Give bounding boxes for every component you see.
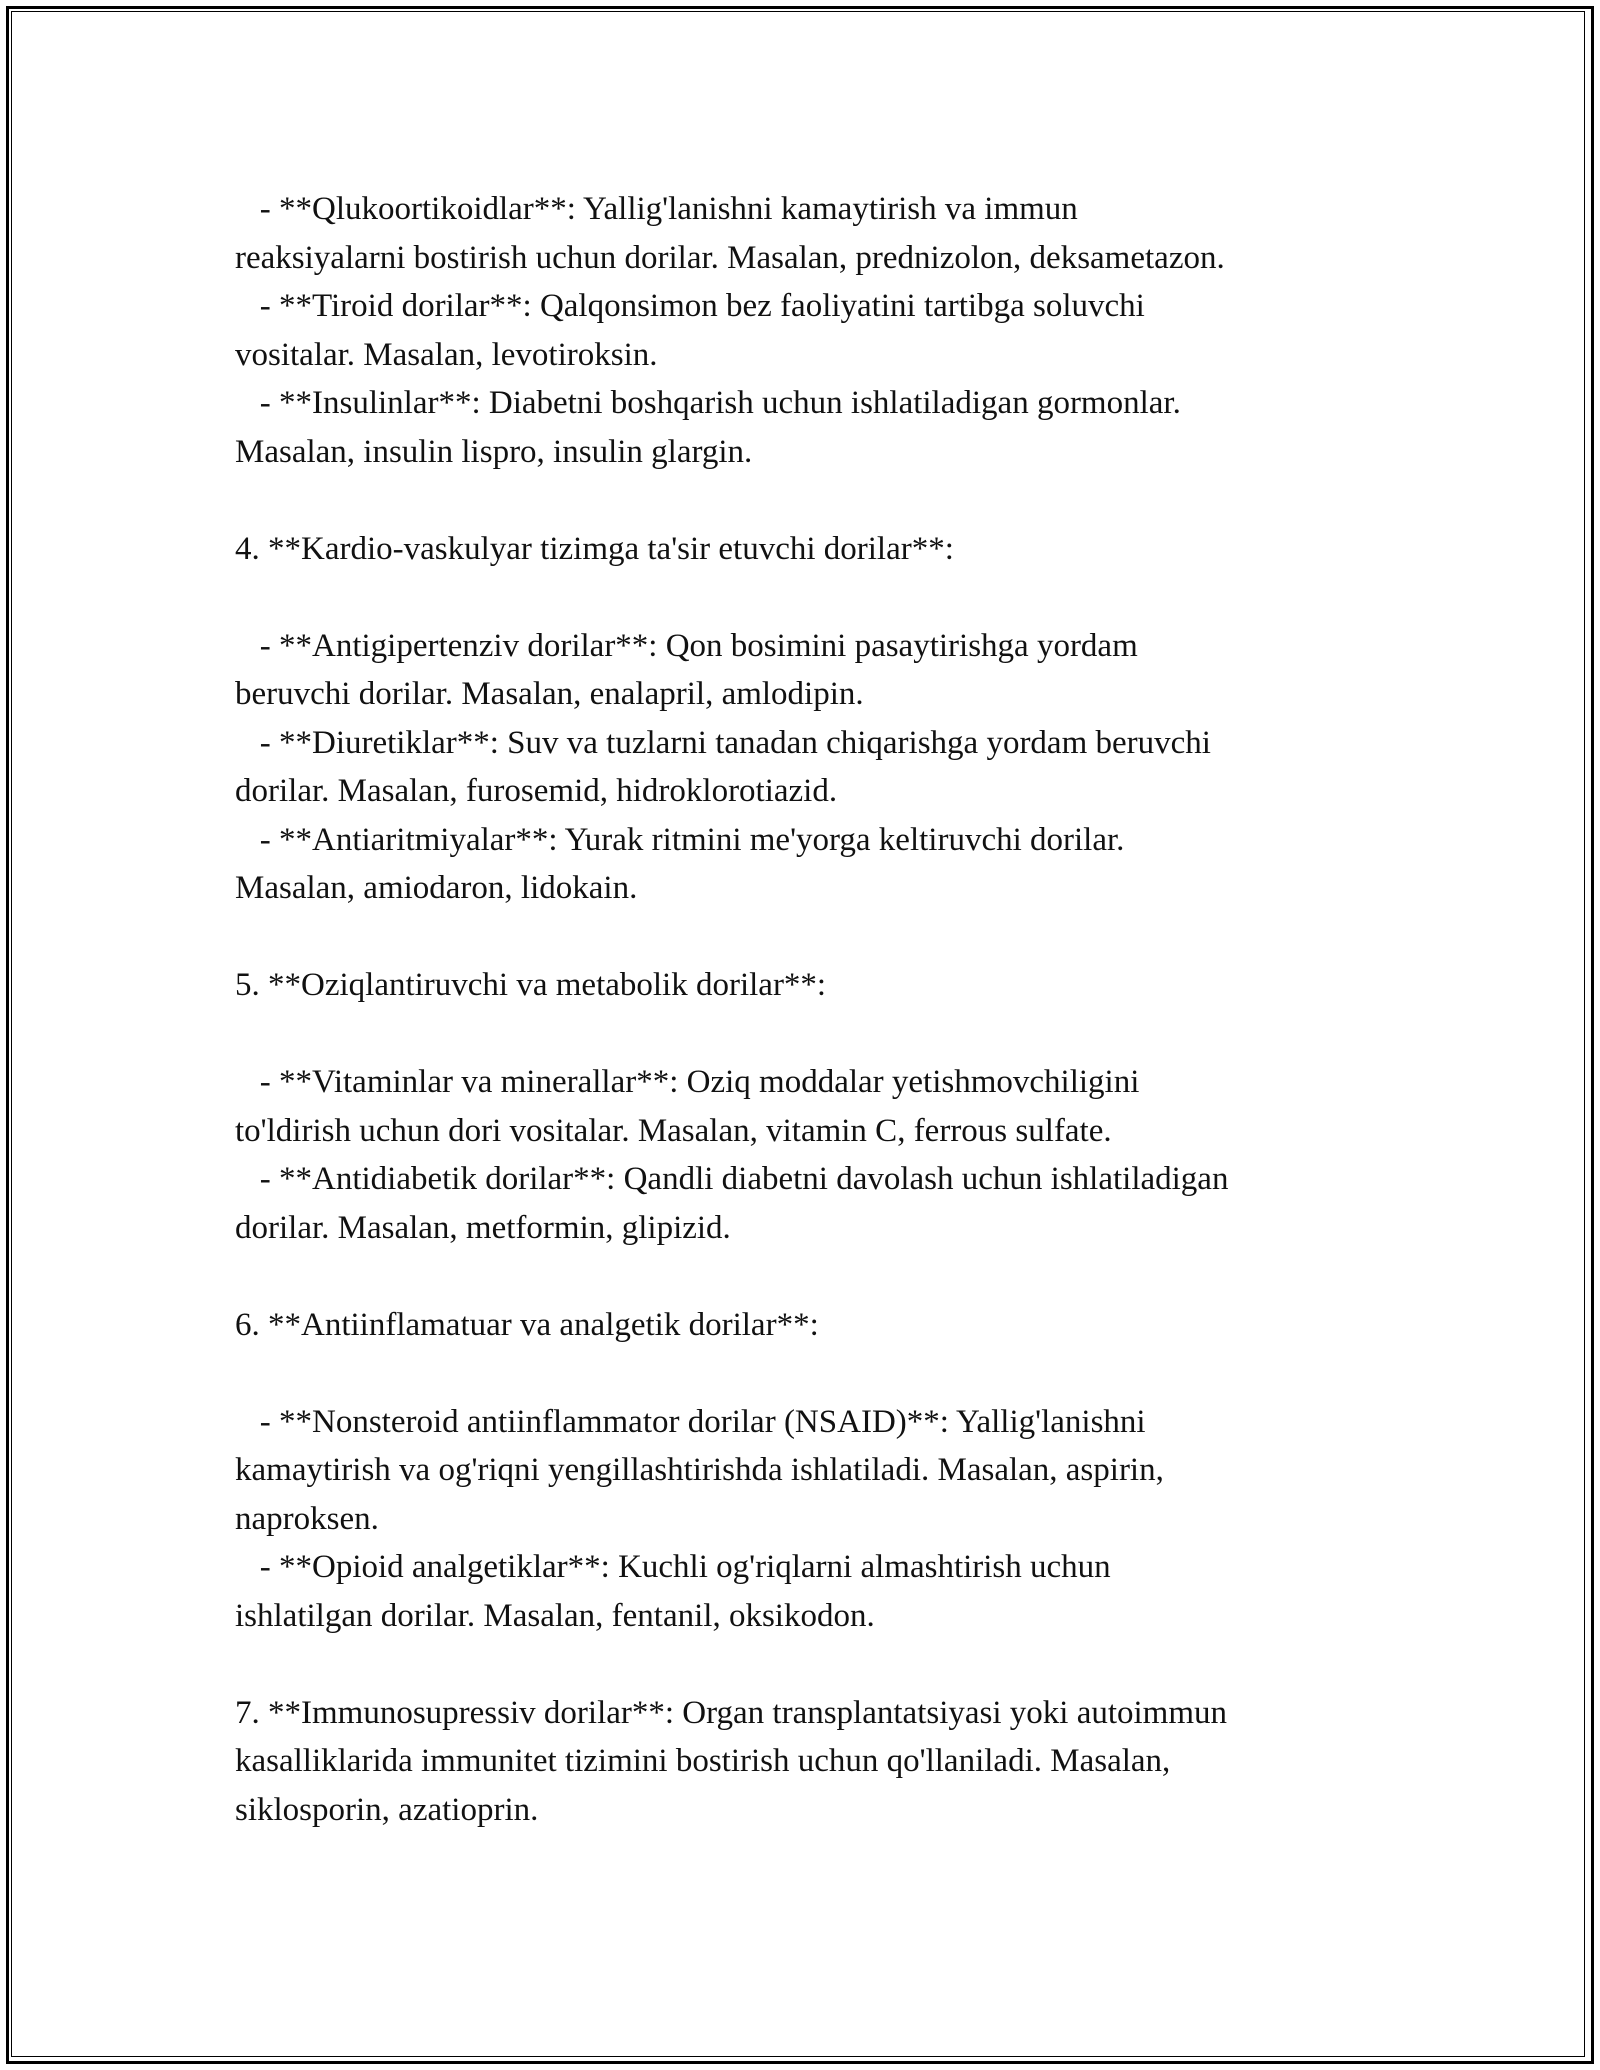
text-line: Masalan, insulin lispro, insulin glargin. xyxy=(235,433,753,470)
text-line: kasalliklarida immunitet tizimini bostirish uchun qo'llaniladi. Masalan, xyxy=(235,1743,1171,1779)
blank-line xyxy=(235,573,1385,622)
text-line: kamaytirish va og'riqni yengillashtirishda ishlatiladi. Masalan, aspirin, xyxy=(235,1452,1164,1488)
section-heading: 7. **Immunosupressiv dorilar**: Organ transplantatsiyasi yoki autoimmun xyxy=(235,1694,1228,1731)
text-line: to'ldirish uchun dori vositalar. Masalan, vitamin C, ferrous sulfate. xyxy=(235,1112,1112,1149)
text-line: - **Qlukoortikoidlar**: Yallig'lanishni kamaytirish va immun xyxy=(235,191,1078,227)
section-heading: 5. **Oziqlantiruvchi va metabolik dorilar**: xyxy=(235,967,827,1003)
text-line: vositalar. Masalan, levotiroksin. xyxy=(235,336,658,373)
blank-line xyxy=(235,1349,1385,1398)
text-line: - **Opioid analgetiklar**: Kuchli og'riqlarni almashtirish uchun xyxy=(235,1549,1111,1585)
blank-line xyxy=(235,913,1385,962)
text-line: Masalan, amiodaron, lidokain. xyxy=(235,870,638,906)
text-line: - **Diuretiklar**: Suv va tuzlarni tanadan chiqarishga yordam beruvchi xyxy=(235,724,1211,761)
text-line: dorilar. Masalan, metformin, glipizid. xyxy=(235,1209,731,1246)
text-line: - **Vitaminlar va minerallar**: Oziq moddalar yetishmovchiligini xyxy=(235,1064,1140,1100)
text-line: siklosporin, azatioprin. xyxy=(235,1791,539,1828)
blank-line xyxy=(235,476,1385,525)
text-line: reaksiyalarni bostirish uchun dorilar. Masalan, prednizolon, deksametazon. xyxy=(235,239,1225,276)
text-line: - **Antigipertenziv dorilar**: Qon bosimini pasaytirishga yordam xyxy=(235,627,1138,664)
text-line: - **Insulinlar**: Diabetni boshqarish uchun ishlatiladigan gormonlar. xyxy=(235,385,1181,421)
text-line: - **Antidiabetik dorilar**: Qandli diabetni davolash uchun ishlatiladigan xyxy=(235,1161,1229,1197)
text-line: ishlatilgan dorilar. Masalan, fentanil, oksikodon. xyxy=(235,1597,875,1634)
section-heading: 6. **Antiinflamatuar va analgetik dorilar**: xyxy=(235,1306,819,1343)
text-line: - **Nonsteroid antiinflammator dorilar (NSAID)**: Yallig'lanishni xyxy=(235,1403,1146,1440)
text-line: naproksen. xyxy=(235,1500,379,1537)
section-heading: 4. **Kardio-vaskulyar tizimga ta'sir etuvchi dorilar**: xyxy=(235,530,954,567)
document-body xyxy=(235,185,1385,1834)
blank-line xyxy=(235,1010,1385,1059)
text-line: - **Antiaritmiyalar**: Yurak ritmini me'yorga keltiruvchi dorilar. xyxy=(235,821,1125,858)
text-line: dorilar. Masalan, furosemid, hidroklorotiazid. xyxy=(235,773,838,809)
blank-line xyxy=(235,1252,1385,1301)
blank-line xyxy=(235,1640,1385,1689)
text-line: - **Tiroid dorilar**: Qalqonsimon bez faoliyatini tartibga soluvchi xyxy=(235,288,1145,324)
text-line: beruvchi dorilar. Masalan, enalapril, amlodipin. xyxy=(235,676,864,712)
